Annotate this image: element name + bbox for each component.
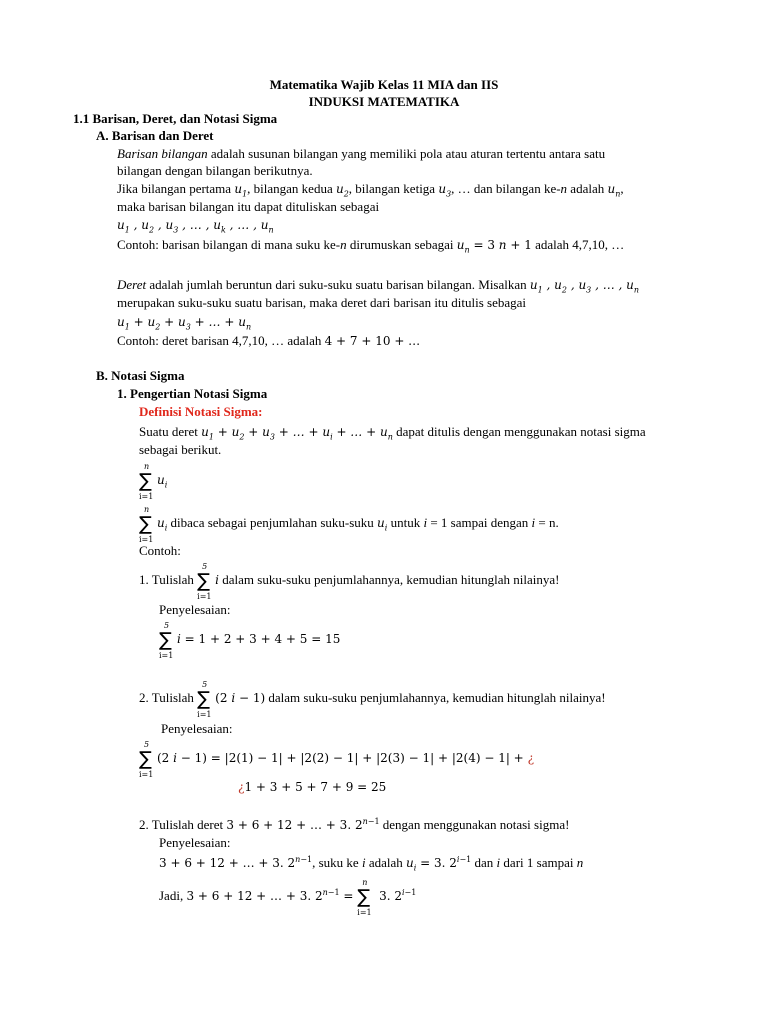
example-2-solution-line1: 5 ∑ i=1 (2 i − 1) = |2(1) − 1| + |2(2) − 1| + |2(3) − 1| + |2(4) − 1| + ¿ (139, 739, 534, 779)
sigma-expression: n ∑ i=1 $u_i$ (139, 462, 168, 502)
example-2-penyelesaian: Penyelesaian: (161, 721, 233, 736)
sebagai-line: sebagai berikut. (139, 442, 222, 457)
jika-line: Jika bilangan pertama $u_1$, bilangan kedua $u_2$, bilangan ketiga $u_3$, … dan bilangan ke-n adalah $u_n$, (117, 181, 624, 199)
example-1-penyelesaian: Penyelesaian: (159, 602, 231, 617)
example-1-solution: 5 ∑ i=1 i = 1 + 2 + 3 + 4 + 5 = 15 (159, 620, 341, 660)
subsection-heading: 1. Pengertian Notasi Sigma (117, 386, 268, 401)
deret-definition: Deret adalah jumlah beruntun dari suku-suku suatu barisan bilangan. Misalkan $u_1$ , $u_2$ , $u_3$ , … , $u_n$ (117, 277, 640, 295)
part-a-heading: A. Barisan dan Deret (96, 128, 214, 143)
sigma-symbol: n ∑ i=1 (139, 462, 154, 502)
example-1-question: 1. Tulislah 5 ∑ i=1 i dalam suku-suku penjumlahannya, kemudian hitunglah nilainya! (139, 562, 560, 602)
example-3-penyelesaian: Penyelesaian: (159, 835, 231, 850)
deret-definition-cont: merupakan suku-suku suatu barisan, maka deret dari barisan itu ditulis sebagai (117, 295, 527, 310)
contoh-barisan: Contoh: barisan bilangan di mana suku ke-n dirumuskan sebagai $u_n = 3$ n + 1 adalah 4,7,10, … (117, 237, 625, 255)
example-3-solution: 3 + 6 + 12 + … + 3. $2^{n-1}$, suku ke i adalah $u_i = 3$. $2^{i-1}$ dan i dari 1 sampai n (159, 855, 584, 873)
sigma-reading: n ∑ i=1 $u_i$ dibaca sebagai penjumlahan suku-suku $u_i$ untuk i = 1 sampai dengan i = n. (139, 505, 559, 545)
series-notation: $u_1 + u_2 + u_3$ + … + $u_n$ (117, 315, 252, 332)
document-title: Matematika Wajib Kelas 11 MIA dan IIS (269, 77, 499, 92)
barisan-definition-cont: bilangan dengan bilangan berikutnya. (117, 163, 313, 178)
example-3-question: 2. Tulislah deret 3 + 6 + 12 + … + 3. $2^{n-1}$ dengan menggunakan notasi sigma! (139, 817, 570, 832)
example-3-conclusion: Jadi, 3 + 6 + 12 + … + 3. $2^{n-1}$ = n ∑ i=1 3. $2^{i-1}$ (159, 878, 417, 918)
contoh-deret: Contoh: deret barisan 4,7,10, … adalah 4 + 7 + 10 + … (117, 333, 421, 348)
definition-label: Definisi Notasi Sigma: (139, 404, 263, 419)
section-heading: 1.1 Barisan, Deret, dan Notasi Sigma (73, 111, 278, 126)
sequence-notation: $u_1$ , $u_2$ , $u_3$ , … , $u_k$ , … , $u_n$ (117, 218, 274, 235)
maka-line: maka barisan bilangan itu dapat dituliskan sebagai (117, 199, 380, 214)
contoh-label: Contoh: (139, 543, 181, 558)
barisan-definition: Barisan bilangan adalah susunan bilangan yang memiliki pola atau aturan tertentu antara satu (117, 146, 606, 161)
suatu-deret-line: Suatu deret $u_1 + u_2 + u_3$ + … + $u_i$ + … + $u_n$ dapat ditulis dengan menggunakan notasi sigma (139, 424, 646, 442)
example-2-question: 2. Tulislah 5 ∑ i=1 (2 i − 1) dalam suku-suku penjumlahannya, kemudian hitunglah nilainya! (139, 680, 606, 720)
document-subtitle: INDUKSI MATEMATIKA (308, 94, 460, 109)
part-b-heading: B. Notasi Sigma (96, 368, 185, 383)
example-2-solution-line2: ¿1 + 3 + 5 + 7 + 9 = 25 (238, 780, 387, 794)
